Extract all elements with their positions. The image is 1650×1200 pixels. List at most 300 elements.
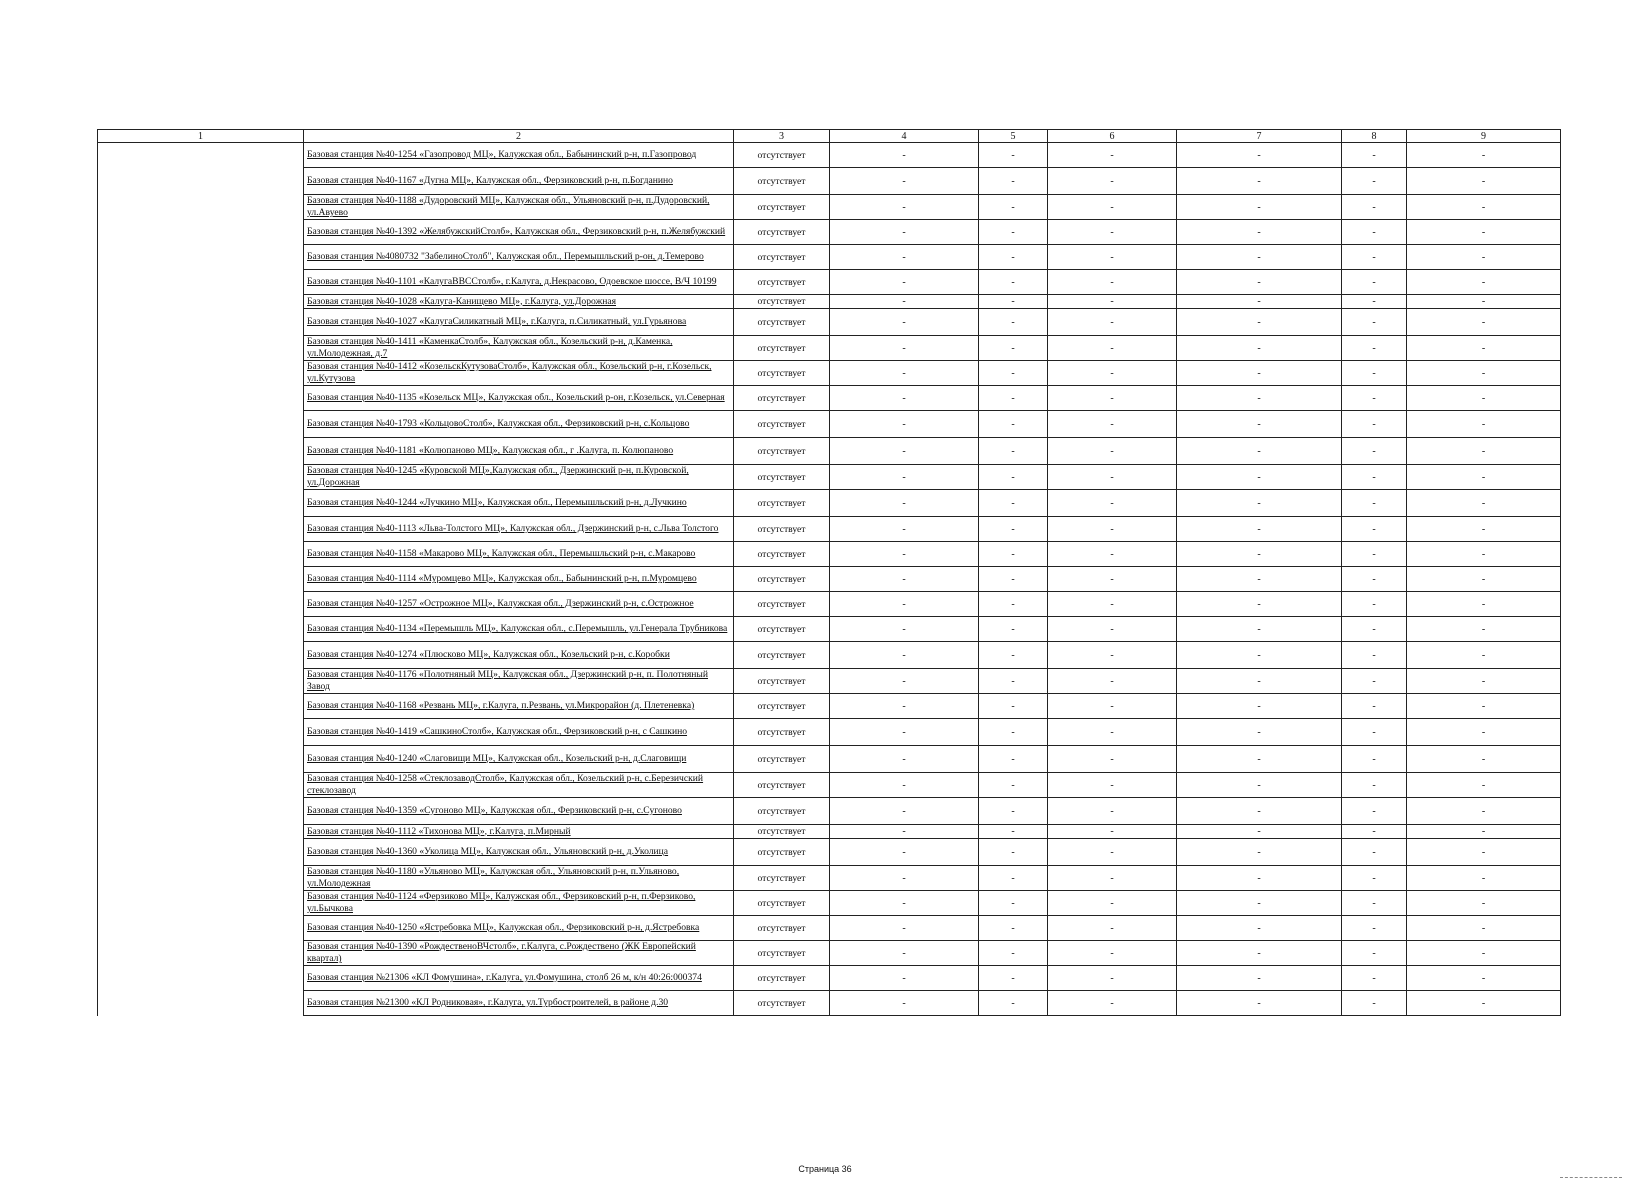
dash-cell: - xyxy=(1407,719,1561,746)
table-row xyxy=(98,694,1561,719)
status-cell: отсутствует xyxy=(734,542,830,567)
dash-cell: - xyxy=(830,773,979,798)
dash-cell: - xyxy=(979,295,1048,309)
station-description xyxy=(304,517,734,542)
status-cell: отсутствует xyxy=(734,567,830,592)
table-row xyxy=(98,839,1561,866)
dash-cell: - xyxy=(1407,542,1561,567)
dash-cell: - xyxy=(1342,195,1407,220)
station-description xyxy=(304,195,734,220)
dash-cell: - xyxy=(1407,694,1561,719)
status-cell: отсутствует xyxy=(734,746,830,773)
table-row xyxy=(98,517,1561,542)
dash-cell: - xyxy=(830,798,979,825)
status-cell: отсутствует xyxy=(734,669,830,694)
dash-cell: - xyxy=(1177,966,1342,991)
dash-cell: - xyxy=(1342,891,1407,916)
dash-cell: - xyxy=(979,143,1048,168)
station-description xyxy=(304,465,734,490)
dash-cell: - xyxy=(1407,245,1561,270)
column-header: 4 xyxy=(830,130,979,143)
table-row xyxy=(98,143,1561,168)
table-row xyxy=(98,891,1561,916)
column-header: 3 xyxy=(734,130,830,143)
dash-cell: - xyxy=(1407,386,1561,411)
dash-cell: - xyxy=(979,773,1048,798)
dash-cell: - xyxy=(1407,642,1561,669)
dash-cell: - xyxy=(1342,490,1407,517)
dash-cell: - xyxy=(830,746,979,773)
status-cell: отсутствует xyxy=(734,490,830,517)
dash-cell: - xyxy=(979,694,1048,719)
dash-cell: - xyxy=(1177,991,1342,1016)
dash-cell: - xyxy=(979,517,1048,542)
dash-cell: - xyxy=(1048,746,1177,773)
dash-cell: - xyxy=(1048,465,1177,490)
dash-cell: - xyxy=(979,336,1048,361)
dash-cell: - xyxy=(1177,309,1342,336)
status-cell: отсутствует xyxy=(734,336,830,361)
dash-cell: - xyxy=(830,411,979,438)
station-description xyxy=(304,309,734,336)
dash-cell: - xyxy=(1407,592,1561,617)
status-cell: отсутствует xyxy=(734,245,830,270)
station-description xyxy=(304,642,734,669)
dash-cell: - xyxy=(1407,490,1561,517)
station-description xyxy=(304,669,734,694)
dash-cell: - xyxy=(1048,517,1177,542)
dash-cell: - xyxy=(1048,490,1177,517)
dash-cell: - xyxy=(979,195,1048,220)
station-description-text: Базовая станция №40-1027 «КалугаСиликатный МЦ», г.Калуга, п.Силикатный, ул.Гурьянова xyxy=(307,316,687,327)
dash-cell: - xyxy=(1048,143,1177,168)
dash-cell: - xyxy=(1342,361,1407,386)
status-cell: отсутствует xyxy=(734,270,830,295)
station-description xyxy=(304,245,734,270)
station-description xyxy=(304,746,734,773)
dash-cell: - xyxy=(979,465,1048,490)
dash-cell: - xyxy=(1342,941,1407,966)
dash-cell: - xyxy=(1177,168,1342,195)
station-description-text: Базовая станция №40-1254 «Газопровод МЦ», Калужская обл., Бабынинский р-н, п.Газопровод xyxy=(307,149,697,160)
dash-cell: - xyxy=(979,309,1048,336)
dash-cell: - xyxy=(1177,773,1342,798)
dash-cell: - xyxy=(1342,916,1407,941)
dash-cell: - xyxy=(830,542,979,567)
dash-cell: - xyxy=(1048,825,1177,839)
dash-cell: - xyxy=(979,245,1048,270)
dash-cell: - xyxy=(979,617,1048,642)
dash-cell: - xyxy=(830,694,979,719)
dash-cell: - xyxy=(1342,617,1407,642)
dash-cell: - xyxy=(1407,773,1561,798)
dash-cell: - xyxy=(1048,617,1177,642)
status-cell: отсутствует xyxy=(734,839,830,866)
dash-cell: - xyxy=(1177,220,1342,245)
dash-cell: - xyxy=(1177,295,1342,309)
dash-cell: - xyxy=(1177,195,1342,220)
dash-cell: - xyxy=(979,411,1048,438)
station-description xyxy=(304,542,734,567)
status-cell: отсутствует xyxy=(734,143,830,168)
status-cell: отсутствует xyxy=(734,642,830,669)
dash-cell: - xyxy=(1048,361,1177,386)
station-description xyxy=(304,825,734,839)
dash-cell: - xyxy=(830,143,979,168)
station-description xyxy=(304,798,734,825)
dash-cell: - xyxy=(830,866,979,891)
station-description-text: Базовая станция №40-1411 «КаменкаСтолб», Калужская обл., Козельский р-н, д.Каменка, ул.Молодежная, д.7 xyxy=(307,336,673,359)
dash-cell: - xyxy=(1177,839,1342,866)
dash-cell: - xyxy=(1048,567,1177,592)
table-row xyxy=(98,438,1561,465)
dash-cell: - xyxy=(1048,694,1177,719)
header-row xyxy=(98,130,1561,143)
table-row xyxy=(98,966,1561,991)
dash-cell: - xyxy=(1342,719,1407,746)
table-row xyxy=(98,295,1561,309)
status-cell: отсутствует xyxy=(734,798,830,825)
station-description xyxy=(304,941,734,966)
table-row xyxy=(98,719,1561,746)
status-cell: отсутствует xyxy=(734,295,830,309)
dash-cell: - xyxy=(1407,866,1561,891)
dash-cell: - xyxy=(1177,411,1342,438)
dash-cell: - xyxy=(1407,916,1561,941)
station-description-text: Базовая станция №40-1124 «Ферзиково МЦ», Калужская обл., Ферзиковский р-н, п.Ферзиково, ул.Бычкова xyxy=(307,891,696,914)
station-description xyxy=(304,490,734,517)
dash-cell: - xyxy=(1342,592,1407,617)
dash-cell: - xyxy=(830,361,979,386)
dash-cell: - xyxy=(1342,542,1407,567)
station-description-text: Базовая станция №40-1257 «Острожное МЦ», Калужская обл., Дзержинский р-н, с.Острожное xyxy=(307,598,694,609)
dash-cell: - xyxy=(1048,295,1177,309)
dash-cell: - xyxy=(979,592,1048,617)
dash-cell: - xyxy=(1342,220,1407,245)
dash-cell: - xyxy=(1407,270,1561,295)
status-cell: отсутствует xyxy=(734,220,830,245)
dash-cell: - xyxy=(1177,941,1342,966)
dash-cell: - xyxy=(1342,465,1407,490)
dash-cell: - xyxy=(1177,490,1342,517)
station-description-text: Базовая станция №40-1390 «РождественоВЧстолб», г.Калуга, с.Рождествено (ЖК Европейский квартал) xyxy=(307,941,696,964)
dash-cell: - xyxy=(830,966,979,991)
dash-cell: - xyxy=(1342,309,1407,336)
station-description-text: Базовая станция №40-1793 «КольцовоСтолб», Калужская обл., Ферзиковский р-н, с.Кольцово xyxy=(307,418,690,429)
dash-cell: - xyxy=(830,941,979,966)
status-cell: отсутствует xyxy=(734,617,830,642)
table-row xyxy=(98,669,1561,694)
dash-cell: - xyxy=(979,798,1048,825)
dash-cell: - xyxy=(979,719,1048,746)
dash-cell: - xyxy=(1177,617,1342,642)
dash-cell: - xyxy=(1048,168,1177,195)
dash-cell: - xyxy=(1048,798,1177,825)
table-row xyxy=(98,825,1561,839)
dash-cell: - xyxy=(1048,270,1177,295)
dash-cell: - xyxy=(830,916,979,941)
column-header: 1 xyxy=(98,130,304,143)
status-cell: отсутствует xyxy=(734,773,830,798)
table-row xyxy=(98,336,1561,361)
station-description-text: Базовая станция №40-1359 «Сугоново МЦ», Калужская обл., Ферзиковский р-н, с.Сугоново xyxy=(307,805,682,816)
dash-cell: - xyxy=(1048,719,1177,746)
station-description-text: Базовая станция №40-1250 «Ястребовка МЦ», Калужская обл., Ферзиковский р-н, д.Ястребовка xyxy=(307,922,700,933)
dash-cell: - xyxy=(1407,195,1561,220)
status-cell: отсутствует xyxy=(734,966,830,991)
dash-cell: - xyxy=(1407,567,1561,592)
status-cell: отсутствует xyxy=(734,916,830,941)
dash-cell: - xyxy=(979,891,1048,916)
status-cell: отсутствует xyxy=(734,517,830,542)
station-description-text: Базовая станция №40-1112 «Тихонова МЦ», г.Калуга, п.Мирный xyxy=(307,825,571,837)
dash-cell: - xyxy=(1407,746,1561,773)
page-number: Страница 36 xyxy=(798,1164,852,1174)
dash-cell: - xyxy=(1342,966,1407,991)
station-description-text: Базовая станция №40-1167 «Дугна МЦ», Калужская обл., Ферзиковский р-н, п.Богданино xyxy=(307,175,673,186)
station-description-text: Базовая станция №40-1419 «СашкиноСтолб», Калужская обл., Ферзиковский р-н, с Сашкино xyxy=(307,726,688,737)
dash-cell: - xyxy=(830,168,979,195)
dash-cell: - xyxy=(1342,270,1407,295)
dash-cell: - xyxy=(830,991,979,1016)
dash-cell: - xyxy=(1342,411,1407,438)
station-description-text: Базовая станция №4080732 "ЗабелиноСтолб", Калужская обл., Перемышльский р-он, д.Темерово xyxy=(307,251,704,262)
dash-cell: - xyxy=(1177,270,1342,295)
status-cell: отсутствует xyxy=(734,866,830,891)
dash-cell: - xyxy=(979,168,1048,195)
dash-cell: - xyxy=(1177,465,1342,490)
table-row xyxy=(98,617,1561,642)
dash-cell: - xyxy=(979,669,1048,694)
dash-cell: - xyxy=(979,220,1048,245)
station-description xyxy=(304,386,734,411)
station-description-text: Базовая станция №40-1180 «Ульяново МЦ», Калужская обл., Ульяновский р-н, п.Ульяново, ул.Молодежная xyxy=(307,866,680,889)
status-cell: отсутствует xyxy=(734,694,830,719)
dash-cell: - xyxy=(979,361,1048,386)
station-description xyxy=(304,839,734,866)
dash-cell: - xyxy=(830,465,979,490)
dash-cell: - xyxy=(830,719,979,746)
document-sheet xyxy=(97,129,1560,1016)
status-cell: отсутствует xyxy=(734,465,830,490)
column-header: 9 xyxy=(1407,130,1561,143)
table-row xyxy=(98,361,1561,386)
dash-cell: - xyxy=(1407,517,1561,542)
dash-cell: - xyxy=(1177,746,1342,773)
dash-cell: - xyxy=(1342,669,1407,694)
table-row xyxy=(98,168,1561,195)
dash-cell: - xyxy=(830,490,979,517)
dash-cell: - xyxy=(979,567,1048,592)
dash-cell: - xyxy=(830,195,979,220)
dash-cell: - xyxy=(1048,891,1177,916)
dash-cell: - xyxy=(979,386,1048,411)
column-header: 2 xyxy=(304,130,734,143)
dash-cell: - xyxy=(1342,746,1407,773)
table-row xyxy=(98,465,1561,490)
station-description-text: Базовая станция №40-1176 «Полотняный МЦ», Калужская обл., Дзержинский р-н, п. Полотняный Завод xyxy=(307,669,709,692)
dash-cell: - xyxy=(1407,966,1561,991)
table-body xyxy=(98,130,1561,1016)
dash-cell: - xyxy=(979,916,1048,941)
dash-cell: - xyxy=(830,438,979,465)
station-description-text: Базовая станция №40-1135 «Козельск МЦ», Калужская обл., Козельский р-он, г.Козельск, ул.Северная xyxy=(307,392,725,403)
dash-cell: - xyxy=(1177,386,1342,411)
table-row xyxy=(98,642,1561,669)
dash-cell: - xyxy=(979,490,1048,517)
dash-cell: - xyxy=(1177,719,1342,746)
status-cell: отсутствует xyxy=(734,309,830,336)
status-cell: отсутствует xyxy=(734,386,830,411)
dash-cell: - xyxy=(1342,694,1407,719)
dash-cell: - xyxy=(1342,438,1407,465)
table-row xyxy=(98,991,1561,1016)
dash-cell: - xyxy=(1177,245,1342,270)
dash-cell: - xyxy=(1177,916,1342,941)
dash-cell: - xyxy=(979,642,1048,669)
station-description-text: Базовая станция №40-1114 «Муромцево МЦ», Калужская обл., Бабынинский р-н, п.Муромцево xyxy=(307,573,697,584)
dash-cell: - xyxy=(1048,773,1177,798)
dash-cell: - xyxy=(1407,336,1561,361)
table-row xyxy=(98,941,1561,966)
column-header: 8 xyxy=(1342,130,1407,143)
station-description-text: Базовая станция №40-1113 «Льва-Толстого МЦ», Калужская обл., Дзержинский р-н, с.Льва Толстого xyxy=(307,523,719,534)
dash-cell: - xyxy=(1407,669,1561,694)
dash-cell: - xyxy=(1342,773,1407,798)
dash-cell: - xyxy=(1048,592,1177,617)
table-row xyxy=(98,773,1561,798)
dash-cell: - xyxy=(1407,941,1561,966)
status-cell: отсутствует xyxy=(734,991,830,1016)
dash-cell: - xyxy=(1177,642,1342,669)
station-description-text: Базовая станция №21300 «КЛ Родниковая», г.Калуга, ул.Турбостроителей, в районе д.30 xyxy=(307,997,669,1008)
dash-cell: - xyxy=(1342,295,1407,309)
dash-cell: - xyxy=(979,839,1048,866)
dash-cell: - xyxy=(1342,517,1407,542)
station-description xyxy=(304,719,734,746)
dash-cell: - xyxy=(830,839,979,866)
table-row xyxy=(98,270,1561,295)
dash-cell: - xyxy=(1048,916,1177,941)
station-description xyxy=(304,916,734,941)
dash-cell: - xyxy=(1177,825,1342,839)
table-row xyxy=(98,411,1561,438)
station-description-text: Базовая станция №40-1101 «КалугаВВССтолб», г.Калуга, д.Некрасово, Одоевское шоссе, В/Ч 10199 xyxy=(307,276,717,287)
dash-cell: - xyxy=(1177,361,1342,386)
column-header: 5 xyxy=(979,130,1048,143)
station-description-text: Базовая станция №40-1181 «Колюпаново МЦ», Калужская обл., г .Калуга, п. Колюпаново xyxy=(307,445,674,456)
dash-cell: - xyxy=(1048,411,1177,438)
dash-cell: - xyxy=(1048,941,1177,966)
dash-cell: - xyxy=(830,592,979,617)
dash-cell: - xyxy=(1407,825,1561,839)
station-description xyxy=(304,220,734,245)
dash-cell: - xyxy=(830,517,979,542)
station-description-text: Базовая станция №40-1244 «Лучкино МЦ», Калужская обл., Перемышльский р-н, д.Лучкино xyxy=(307,497,687,508)
table-row xyxy=(98,195,1561,220)
dash-cell: - xyxy=(830,567,979,592)
dash-cell: - xyxy=(979,746,1048,773)
table-row xyxy=(98,220,1561,245)
station-description xyxy=(304,295,734,309)
dash-cell: - xyxy=(1048,245,1177,270)
dash-cell: - xyxy=(830,295,979,309)
station-description-text: Базовая станция №40-1028 «Калуга-Канищево МЦ», г.Калуга, ул.Дорожная xyxy=(307,295,617,307)
station-description xyxy=(304,891,734,916)
table-row xyxy=(98,542,1561,567)
dash-cell: - xyxy=(979,991,1048,1016)
dash-cell: - xyxy=(830,386,979,411)
station-description xyxy=(304,966,734,991)
dash-cell: - xyxy=(1177,592,1342,617)
station-description xyxy=(304,411,734,438)
station-description-text: Базовая станция №40-1360 «Уколица МЦ», Калужская обл., Ульяновский р-н, д.Уколица xyxy=(307,846,669,857)
scan-mark xyxy=(1560,1177,1622,1179)
status-cell: отсутствует xyxy=(734,195,830,220)
table-row xyxy=(98,592,1561,617)
dash-cell: - xyxy=(979,966,1048,991)
station-description xyxy=(304,438,734,465)
dash-cell: - xyxy=(1177,567,1342,592)
dash-cell: - xyxy=(1177,798,1342,825)
column-header: 6 xyxy=(1048,130,1177,143)
dash-cell: - xyxy=(830,891,979,916)
status-cell: отсутствует xyxy=(734,719,830,746)
station-description xyxy=(304,592,734,617)
dash-cell: - xyxy=(1407,617,1561,642)
dash-cell: - xyxy=(1407,891,1561,916)
dash-cell: - xyxy=(1342,642,1407,669)
dash-cell: - xyxy=(1177,517,1342,542)
dash-cell: - xyxy=(1342,168,1407,195)
dash-cell: - xyxy=(1048,839,1177,866)
dash-cell: - xyxy=(1342,825,1407,839)
dash-cell: - xyxy=(1048,866,1177,891)
dash-cell: - xyxy=(1342,567,1407,592)
station-description xyxy=(304,336,734,361)
dash-cell: - xyxy=(830,336,979,361)
dash-cell: - xyxy=(1407,361,1561,386)
dash-cell: - xyxy=(1048,991,1177,1016)
dash-cell: - xyxy=(1407,991,1561,1016)
dash-cell: - xyxy=(1407,220,1561,245)
dash-cell: - xyxy=(1407,168,1561,195)
dash-cell: - xyxy=(1342,386,1407,411)
status-cell: отсутствует xyxy=(734,438,830,465)
dash-cell: - xyxy=(1407,438,1561,465)
status-cell: отсутствует xyxy=(734,592,830,617)
table-row xyxy=(98,245,1561,270)
table-row xyxy=(98,866,1561,891)
station-description xyxy=(304,143,734,168)
dash-cell: - xyxy=(1177,694,1342,719)
station-description xyxy=(304,361,734,386)
station-description xyxy=(304,991,734,1016)
dash-cell: - xyxy=(1407,143,1561,168)
dash-cell: - xyxy=(830,309,979,336)
status-cell: отсутствует xyxy=(734,891,830,916)
column-header: 7 xyxy=(1177,130,1342,143)
dash-cell: - xyxy=(1342,991,1407,1016)
status-cell: отсутствует xyxy=(734,941,830,966)
dash-cell: - xyxy=(830,270,979,295)
column-1-cell xyxy=(98,143,304,1016)
dash-cell: - xyxy=(1177,143,1342,168)
station-description xyxy=(304,866,734,891)
dash-cell: - xyxy=(979,438,1048,465)
status-cell: отсутствует xyxy=(734,168,830,195)
dash-cell: - xyxy=(1342,245,1407,270)
